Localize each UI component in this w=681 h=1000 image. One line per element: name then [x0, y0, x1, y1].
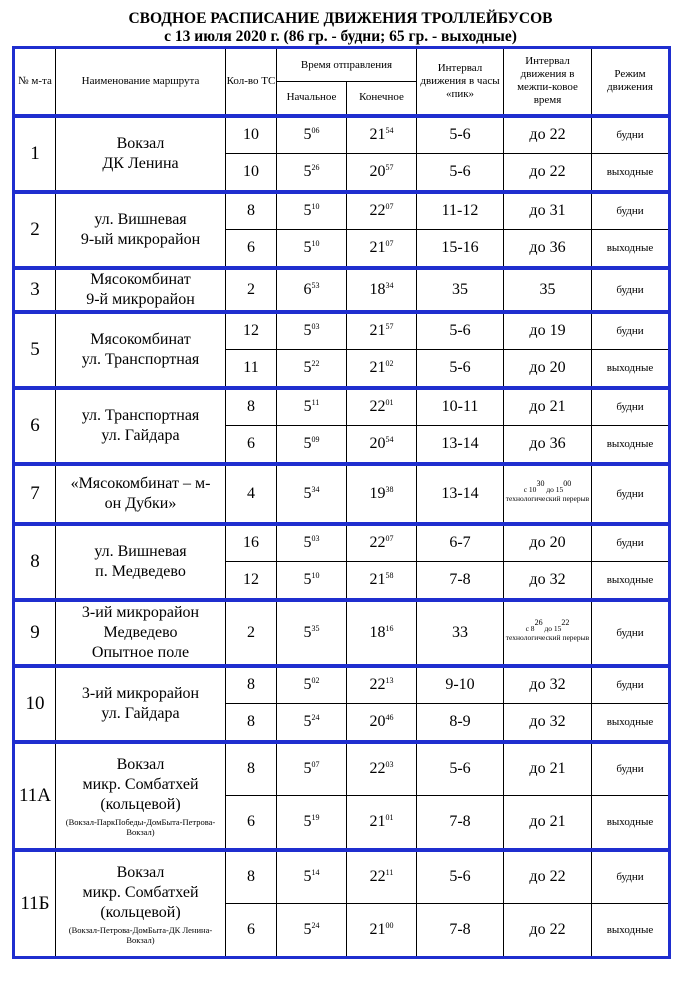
start-time-hours: 5: [303, 202, 312, 220]
vehicle-count: 8: [226, 704, 277, 742]
vehicle-count: 6: [226, 230, 277, 268]
route-number: 6: [14, 388, 56, 464]
end-time-hours: 21: [369, 126, 386, 144]
route-name-line: ул. Гайдара: [101, 704, 180, 722]
route-number: 2: [14, 192, 56, 268]
route-group: [14, 524, 670, 600]
route-group: [14, 116, 670, 192]
route-name-line: 9-й микрорайон: [86, 290, 195, 308]
route-name-line: Вокзал: [116, 134, 165, 152]
end-time-minutes: 54: [385, 434, 394, 444]
route-name-line: (кольцевой): [100, 795, 181, 813]
break-start-hour: с 8: [525, 623, 535, 633]
route-group: [14, 312, 670, 388]
end-time-hours: 22: [369, 534, 386, 552]
end-time-hours: 20: [369, 712, 386, 730]
start-time: [277, 154, 347, 192]
start-time-hours: 5: [303, 358, 312, 376]
vehicle-count: 8: [226, 666, 277, 704]
start-time-minutes: 06: [311, 126, 320, 136]
route-name-line: ул. Гайдара: [101, 426, 180, 444]
route-name-line: Опытное поле: [91, 643, 190, 661]
route-name-line: Вокзал: [116, 863, 165, 881]
break-end-minutes: 00: [563, 478, 572, 488]
start-time-hours: 5: [303, 868, 312, 886]
header-start-time: Начальное: [277, 82, 347, 116]
route-name-line: п. Медведево: [95, 562, 186, 580]
peak-interval: 11-12: [417, 192, 504, 230]
start-time: [277, 904, 347, 958]
start-time-hours: 5: [303, 162, 312, 180]
vehicle-count: 8: [226, 192, 277, 230]
table-row: [14, 742, 670, 796]
header-route-name: Наименование маршрута: [56, 48, 226, 116]
start-time: [277, 666, 347, 704]
vehicle-count: 6: [226, 796, 277, 850]
end-time: [347, 192, 417, 230]
end-time-hours: 21: [369, 322, 386, 340]
start-time: [277, 742, 347, 796]
start-time: [277, 388, 347, 426]
peak-interval: 5-6: [417, 312, 504, 350]
route-name-line: «Мясокомбинат – м-: [70, 474, 211, 492]
start-time-hours: 5: [303, 322, 312, 340]
peak-interval: 5-6: [417, 742, 504, 796]
table-row: [14, 464, 670, 524]
route-number: 9: [14, 600, 56, 666]
peak-interval: 5-6: [417, 350, 504, 388]
header-mode: Режим движения: [592, 48, 670, 116]
end-time-minutes: 13: [385, 676, 394, 686]
route-name: [56, 268, 226, 312]
vehicle-count: 4: [226, 464, 277, 524]
offpeak-interval: до 20: [504, 350, 592, 388]
start-time: [277, 562, 347, 600]
peak-interval: 6-7: [417, 524, 504, 562]
break-end-hour: до 15: [542, 623, 562, 633]
route-name: [56, 524, 226, 600]
offpeak-interval: до 20: [504, 524, 592, 562]
vehicle-count: 8: [226, 742, 277, 796]
start-time: [277, 230, 347, 268]
end-time: [347, 904, 417, 958]
start-time-minutes: 26: [311, 162, 320, 172]
start-time-minutes: 03: [311, 534, 320, 544]
offpeak-interval: до 22: [504, 904, 592, 958]
route-path-note: (Вокзал-ПаркПобеды-ДомБыта-Петрова-Вокзал): [65, 816, 216, 837]
route-number: 7: [14, 464, 56, 524]
start-time: [277, 704, 347, 742]
start-time-hours: 5: [303, 398, 312, 416]
route-path-note: (Вокзал-Петрова-ДомБыта-ДК Ленина-Вокзал): [68, 924, 213, 945]
page-title: СВОДНОЕ РАСПИСАНИЕ ДВИЖЕНИЯ ТРОЛЛЕЙБУСОВ: [128, 10, 553, 27]
start-time-hours: 5: [303, 570, 312, 588]
schedule-table: [12, 46, 671, 959]
table-row: [14, 312, 670, 350]
table-row: [14, 192, 670, 230]
start-time-minutes: 24: [311, 921, 320, 930]
start-time-minutes: 11: [311, 398, 320, 408]
route-group: [14, 850, 670, 958]
operating-mode: будни: [592, 464, 670, 524]
end-time-minutes: 03: [385, 760, 394, 770]
end-time-hours: 22: [369, 676, 386, 694]
peak-interval: 5-6: [417, 154, 504, 192]
peak-interval: 7-8: [417, 904, 504, 958]
start-time-minutes: 35: [311, 623, 320, 633]
route-number: 11А: [14, 742, 56, 850]
start-time-minutes: 34: [311, 484, 320, 494]
route-name: [56, 464, 226, 524]
offpeak-interval: 35: [504, 268, 592, 312]
route-number: 10: [14, 666, 56, 742]
end-time-hours: 21: [369, 570, 386, 588]
offpeak-interval: до 21: [504, 796, 592, 850]
operating-mode: будни: [592, 388, 670, 426]
route-name: [56, 116, 226, 192]
end-time: [347, 562, 417, 600]
page-subtitle: с 13 июля 2020 г. (86 гр. - будни; 65 гр. - выходные): [164, 28, 517, 45]
table-row: [14, 524, 670, 562]
end-time: [347, 268, 417, 312]
start-time: [277, 312, 347, 350]
end-time: [347, 388, 417, 426]
end-time: [347, 464, 417, 524]
break-time-range: [504, 478, 591, 495]
route-name-line: он Дубки»: [104, 494, 177, 512]
start-time: [277, 464, 347, 524]
break-label: технологический перерыв: [505, 494, 590, 503]
route-name-line: 3-ий микрорайон: [81, 684, 200, 702]
table-row: [14, 268, 670, 312]
start-time-minutes: 19: [311, 812, 320, 822]
start-time-hours: 5: [303, 712, 312, 730]
vehicle-count: 2: [226, 268, 277, 312]
start-time-hours: 6: [303, 280, 312, 298]
table-row: [14, 600, 670, 666]
end-time-hours: 22: [369, 868, 386, 886]
route-name: [56, 312, 226, 388]
start-time-minutes: 24: [311, 712, 320, 722]
start-time-hours: 5: [303, 921, 312, 938]
offpeak-interval: до 32: [504, 562, 592, 600]
end-time-minutes: 00: [385, 921, 394, 930]
break-start-minutes: 26: [534, 617, 543, 627]
route-name: [56, 600, 226, 666]
end-time-minutes: 57: [385, 162, 394, 172]
peak-interval: 33: [417, 600, 504, 666]
operating-mode: будни: [592, 742, 670, 796]
route-group: [14, 464, 670, 524]
start-time-minutes: 10: [311, 570, 320, 580]
route-name-line: ул. Вишневая: [94, 210, 187, 228]
end-time: [347, 850, 417, 904]
end-time-hours: 22: [369, 760, 386, 778]
start-time-hours: 5: [303, 534, 312, 552]
start-time-hours: 5: [303, 126, 312, 144]
header-peak-interval: Интервал движения в часы «пик»: [417, 48, 504, 116]
operating-mode: выходные: [592, 562, 670, 600]
peak-interval: 35: [417, 268, 504, 312]
route-name-line: ул. Вишневая: [94, 542, 187, 560]
peak-interval: 15-16: [417, 230, 504, 268]
route-number: 8: [14, 524, 56, 600]
start-time: [277, 600, 347, 666]
end-time: [347, 704, 417, 742]
start-time: [277, 268, 347, 312]
vehicle-count: 10: [226, 116, 277, 154]
end-time-hours: 21: [369, 921, 386, 938]
break-time-range: [504, 617, 591, 634]
route-name-line: 3-ий микрорайон: [81, 603, 200, 621]
end-time-minutes: 16: [385, 623, 394, 633]
operating-mode: выходные: [592, 350, 670, 388]
start-time-hours: 5: [303, 434, 312, 452]
operating-mode: будни: [592, 524, 670, 562]
operating-mode: будни: [592, 192, 670, 230]
peak-interval: 13-14: [417, 426, 504, 464]
start-time-minutes: 09: [311, 434, 320, 444]
vehicle-count: 11: [226, 350, 277, 388]
end-time-hours: 18: [369, 623, 386, 641]
peak-interval: 5-6: [417, 116, 504, 154]
vehicle-count: 2: [226, 600, 277, 666]
end-time-hours: 21: [369, 812, 386, 830]
end-time-hours: 19: [369, 484, 386, 502]
route-name: [56, 388, 226, 464]
route-name-line: Медведево: [103, 623, 178, 641]
operating-mode: будни: [592, 268, 670, 312]
start-time-minutes: 22: [311, 358, 320, 368]
end-time-hours: 21: [369, 238, 386, 256]
route-name-line: микр. Сомбатхей: [82, 883, 199, 901]
start-time-hours: 5: [303, 676, 312, 694]
end-time-minutes: 54: [385, 126, 394, 136]
break-label: технологический перерыв: [505, 633, 590, 642]
route-group: [14, 268, 670, 312]
operating-mode: будни: [592, 666, 670, 704]
end-time: [347, 600, 417, 666]
operating-mode: выходные: [592, 426, 670, 464]
header-departure-time: Время отправления: [277, 48, 417, 82]
end-time-minutes: 58: [385, 570, 394, 580]
operating-mode: будни: [592, 850, 670, 904]
operating-mode: будни: [592, 312, 670, 350]
operating-mode: выходные: [592, 154, 670, 192]
vehicle-count: 12: [226, 562, 277, 600]
offpeak-break-note: [504, 600, 592, 666]
end-time: [347, 116, 417, 154]
start-time-minutes: 02: [311, 676, 320, 686]
start-time-minutes: 53: [311, 280, 320, 290]
header-vehicle-count: Кол-во ТС: [226, 48, 277, 116]
offpeak-break-note: [504, 464, 592, 524]
route-name-line: (кольцевой): [100, 903, 181, 921]
offpeak-interval: до 21: [504, 388, 592, 426]
route-name-line: ул. Транспортная: [81, 406, 200, 424]
route-group: [14, 600, 670, 666]
offpeak-interval: до 32: [504, 666, 592, 704]
route-number: 5: [14, 312, 56, 388]
vehicle-count: 10: [226, 154, 277, 192]
route-group: [14, 192, 670, 268]
offpeak-interval: до 21: [504, 742, 592, 796]
start-time: [277, 350, 347, 388]
operating-mode: выходные: [592, 230, 670, 268]
end-time-minutes: 02: [385, 358, 394, 368]
start-time-hours: 5: [303, 238, 312, 256]
start-time-hours: 5: [303, 623, 312, 641]
start-time: [277, 850, 347, 904]
table-row: [14, 388, 670, 426]
start-time-minutes: 07: [311, 760, 320, 770]
vehicle-count: 6: [226, 426, 277, 464]
offpeak-interval: до 22: [504, 850, 592, 904]
end-time: [347, 154, 417, 192]
operating-mode: будни: [592, 116, 670, 154]
end-time-minutes: 01: [385, 398, 394, 408]
start-time: [277, 192, 347, 230]
offpeak-interval: до 22: [504, 154, 592, 192]
route-number: 11Б: [14, 850, 56, 958]
route-name-line: микр. Сомбатхей: [82, 775, 199, 793]
end-time-minutes: 38: [385, 484, 394, 494]
end-time-hours: 20: [369, 434, 386, 452]
peak-interval: 10-11: [417, 388, 504, 426]
offpeak-interval: до 36: [504, 230, 592, 268]
end-time: [347, 742, 417, 796]
start-time-minutes: 14: [311, 868, 320, 878]
break-end-hour: до 15: [544, 484, 564, 494]
operating-mode: будни: [592, 600, 670, 666]
end-time-hours: 21: [369, 358, 386, 376]
offpeak-interval: до 31: [504, 192, 592, 230]
peak-interval: 7-8: [417, 796, 504, 850]
start-time: [277, 796, 347, 850]
end-time: [347, 426, 417, 464]
start-time: [277, 116, 347, 154]
end-time-hours: 18: [369, 280, 386, 298]
offpeak-interval: до 22: [504, 116, 592, 154]
break-start-hour: с 10: [523, 484, 537, 494]
route-name: [56, 742, 226, 850]
start-time-hours: 5: [303, 812, 312, 830]
header-offpeak-interval: Интервал движения в межпи-ковое время: [504, 48, 592, 116]
header-end-time: Конечное: [347, 82, 417, 116]
break-end-minutes: 22: [561, 617, 570, 627]
offpeak-interval: до 36: [504, 426, 592, 464]
end-time-minutes: 11: [385, 868, 394, 878]
vehicle-count: 6: [226, 904, 277, 958]
route-group: [14, 666, 670, 742]
start-time-hours: 5: [303, 760, 312, 778]
route-name-line: 9-ый микрорайон: [80, 230, 201, 248]
end-time-minutes: 01: [385, 812, 394, 822]
end-time-minutes: 57: [385, 322, 394, 332]
route-name-line: Мясокомбинат: [90, 270, 191, 288]
peak-interval: 7-8: [417, 562, 504, 600]
vehicle-count: 8: [226, 850, 277, 904]
table-row: [14, 850, 670, 904]
start-time-minutes: 03: [311, 322, 320, 332]
peak-interval: 5-6: [417, 850, 504, 904]
vehicle-count: 12: [226, 312, 277, 350]
route-name-line: ул. Транспортная: [81, 350, 200, 368]
peak-interval: 9-10: [417, 666, 504, 704]
start-time-hours: 5: [303, 484, 312, 502]
route-name: [56, 666, 226, 742]
operating-mode: выходные: [592, 704, 670, 742]
start-time: [277, 426, 347, 464]
end-time-minutes: 07: [385, 202, 394, 212]
end-time: [347, 524, 417, 562]
vehicle-count: 8: [226, 388, 277, 426]
offpeak-interval: до 32: [504, 704, 592, 742]
offpeak-interval: до 19: [504, 312, 592, 350]
route-number: 1: [14, 116, 56, 192]
route-group: [14, 742, 670, 850]
peak-interval: 8-9: [417, 704, 504, 742]
end-time: [347, 312, 417, 350]
end-time-hours: 22: [369, 202, 386, 220]
peak-interval: 13-14: [417, 464, 504, 524]
end-time-hours: 20: [369, 162, 386, 180]
route-name: [56, 850, 226, 958]
end-time-minutes: 34: [385, 280, 394, 290]
route-group: [14, 388, 670, 464]
route-name: [56, 192, 226, 268]
route-number: 3: [14, 268, 56, 312]
table-row: [14, 666, 670, 704]
break-start-minutes: 30: [536, 478, 545, 488]
operating-mode: выходные: [592, 796, 670, 850]
end-time: [347, 230, 417, 268]
vehicle-count: 16: [226, 524, 277, 562]
table-row: [14, 116, 670, 154]
end-time-minutes: 07: [385, 238, 394, 248]
end-time: [347, 350, 417, 388]
end-time-hours: 22: [369, 398, 386, 416]
start-time: [277, 524, 347, 562]
end-time-minutes: 46: [385, 712, 394, 722]
start-time-minutes: 10: [311, 238, 320, 248]
end-time: [347, 666, 417, 704]
route-name-line: Вокзал: [116, 755, 165, 773]
header-route-number: № м-та: [14, 48, 56, 116]
end-time-minutes: 07: [385, 534, 394, 544]
route-name-line: ДК Ленина: [102, 154, 179, 172]
route-name-line: Мясокомбинат: [90, 330, 191, 348]
operating-mode: выходные: [592, 904, 670, 958]
end-time: [347, 796, 417, 850]
start-time-minutes: 10: [311, 202, 320, 212]
